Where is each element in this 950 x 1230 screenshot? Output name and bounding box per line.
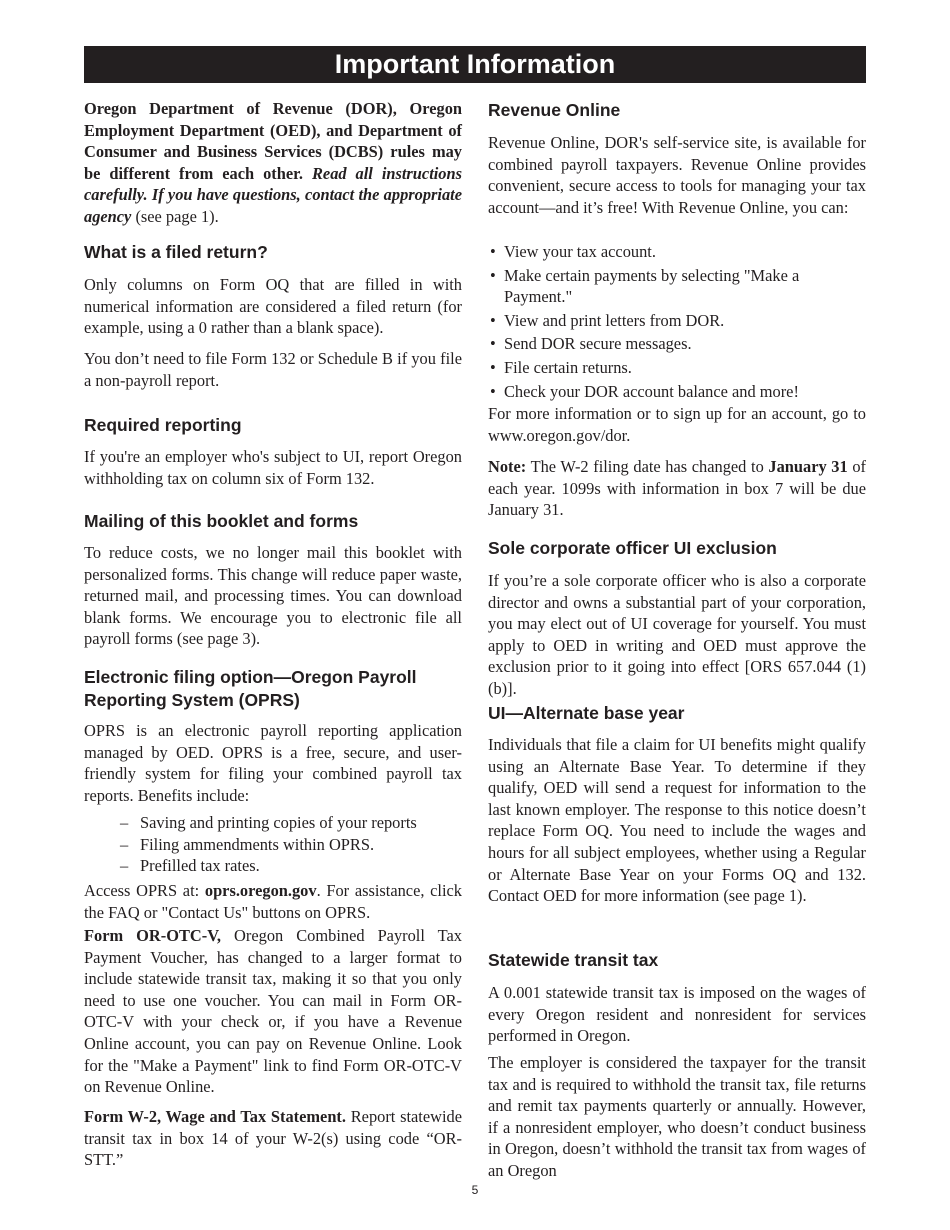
list-item: – Saving and printing copies of your reports [84,812,462,834]
otc-paragraph: Form OR-OTC-V, Oregon Combined Payroll Tax Payment Voucher, has changed to a larger format to include statewide transit tax, making it so that you only need to use one voucher. You can mail in Form OR-OTC-V with your check or, if you have a Revenue Online account, you can pay on Revenue Online. Look for the "Make a Payment" link to find Form OR-OTC-V on Revenue Online. [84,926,462,1097]
oprs-paragraph: OPRS is an electronic payroll reporting application managed by OED. OPRS is a free, secure, and user-friendly system for filing your combined payroll tax reports. Benefits include: [84,721,462,805]
heading-filed-return: What is a filed return? [84,242,268,262]
oprs-link[interactable]: oprs.oregon.gov [204,881,317,900]
list-item: – Filing ammendments within OPRS. [84,834,462,856]
list-item: • Check your DOR account balance and more! [488,381,866,403]
heading-alternate-base-year: UI—Alternate base year [488,703,685,723]
revenue-online-paragraph: Revenue Online, DOR's self-service site, is available for combined payroll taxpayers. Revenue Online provides convenient, secure access to tools for managing your tax account—and it’s free! With Revenue Online, you can: [488,133,866,217]
list-item: – Prefilled tax rates. [84,855,462,877]
access-oprs-paragraph: Access OPRS at: oprs.oregon.gov. For assistance, click the FAQ or "Contact Us" buttons on OPRS. [84,881,462,922]
heading-required-reporting: Required reporting [84,415,242,435]
page-number: 5 [471,1183,479,1197]
note-paragraph: Note: The W-2 filing date has changed to January 31 of each year. 1099s with information in box 7 will be due January 31. [488,457,866,520]
filed-paragraph-2: You don’t need to file Form 132 or Schedule B if you file a non-payroll report. [84,349,462,390]
list-item: • View and print letters from DOR. [488,310,866,332]
required-paragraph: If you're an employer who's subject to UI, report Oregon withholding tax on column six of Form 132. [84,447,462,488]
heading-sole-officer: Sole corporate officer UI exclusion [488,538,777,558]
heading-transit-tax: Statewide transit tax [488,950,659,970]
transit-paragraph-2: The employer is considered the taxpayer for the transit tax and is required to withhold the transit tax, file returns and remit tax payments quarterly or annually. However, if a nonresident employer, who doesn’t conduct business in Oregon, doesn’t withhold the transit tax from wages of an Oregon [488,1053,866,1180]
heading-revenue-online: Revenue Online [488,100,621,120]
revenue-online-list [488,241,866,404]
sole-officer-paragraph: If you’re a sole corporate officer who is also a corporate director and owns a substantial part of your corporation, you may elect out of UI coverage for yourself. You must apply to OED in writing and OED must approve the exclusion prior to it going into effect [ORS 657.044 (1)(b)]. [488,571,866,698]
intro-tail: (see page 1). [131,206,219,226]
list-item: • File certain returns. [488,357,866,379]
intro-bold: Oregon Department of Revenue (DOR), Oregon Employment Department (OED), and Department of Consumer and Business Services (DCBS) rules may be different from each other. [84,99,462,183]
intro-italic: Read all instructions carefully. If you have questions, contact the appropriate agency [84,163,462,226]
alternate-base-year-paragraph: Individuals that file a claim for UI benefits might qualify using an Alternate Base Year. To determine if they qualify, OED will send a request for information to the last known employer. The response to this notice doesn’t replace Form OQ. You need to include the wages and hours for all subject employees, whether using a Regular or Alternate Base Year on your Forms OQ and 132. Contact OED for more information (see page 1). [488,735,866,906]
filed-paragraph-1: Only columns on Form OQ that are filled in with numerical information are considered a filed return (for example, using a 0 rather than a blank space). [84,275,462,338]
transit-paragraph-1: A 0.001 statewide transit tax is imposed on the wages of every Oregon resident and nonresident for services performed in Oregon. [488,983,866,1046]
w2-paragraph: Form W-2, Wage and Tax Statement. Report statewide transit tax in box 14 of your W-2(s) using code “OR-STT.” [84,1107,462,1170]
list-item: • Send DOR secure messages. [488,333,866,355]
revenue-online-more: For more information or to sign up for an account, go to www.oregon.gov/dor. [488,404,866,445]
oprs-benefits-list [84,812,462,877]
list-item: • View your tax account. [488,241,866,263]
intro-paragraph [84,98,462,228]
mailing-paragraph: To reduce costs, we no longer mail this booklet with personalized forms. This change will reduce paper waste, returned mail, and processing times. You can download blank forms. We encourage you to electronic file all payroll forms (see page 3). [84,543,462,649]
heading-oprs: Electronic filing option—Oregon Payroll Reporting System (OPRS) [84,667,417,710]
list-item: • Make certain payments by selecting "Make a Payment." [488,265,866,308]
page-title: Important Information [84,46,866,83]
heading-mailing: Mailing of this booklet and forms [84,511,359,531]
